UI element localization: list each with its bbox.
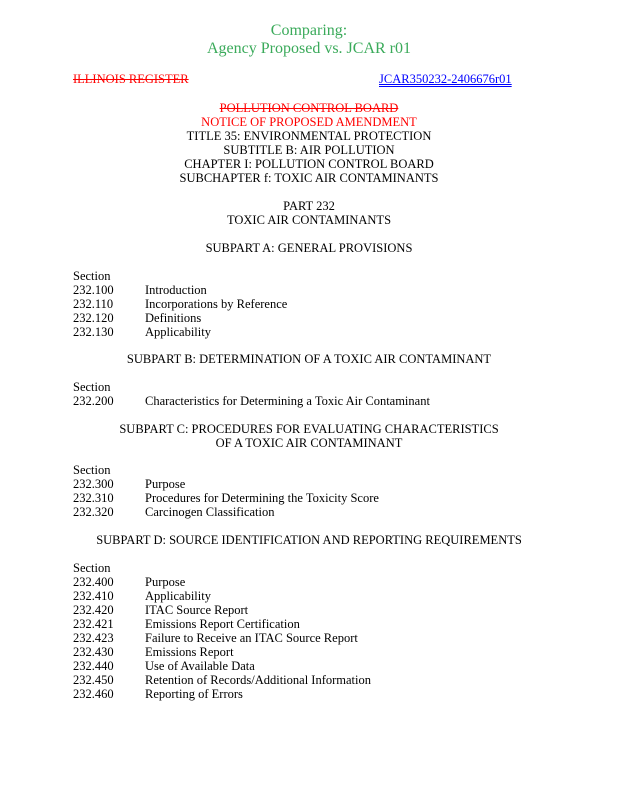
subpart-a-toc <box>73 269 287 339</box>
part-heading: PART 232 <box>283 199 335 213</box>
section-label: Section <box>73 463 111 477</box>
section-label: Section <box>73 269 111 283</box>
section-title: Purpose <box>145 575 186 589</box>
subpart-d-toc <box>73 561 371 701</box>
toc-row[interactable] <box>73 477 379 491</box>
board-deleted: POLLUTION CONTROL BOARD <box>219 101 399 115</box>
subpart-c-title: SUBPART C: PROCEDURES FOR EVALUATING CHARACTERISTICS <box>119 422 499 436</box>
section-title: Emissions Report Certification <box>145 617 300 631</box>
section-number: 232.430 <box>73 645 114 659</box>
toc-row[interactable] <box>73 505 379 519</box>
notice-inserted: NOTICE OF PROPOSED AMENDMENT <box>201 115 417 129</box>
section-number: 232.100 <box>73 283 114 297</box>
part-title: TOXIC AIR CONTAMINANTS <box>226 213 392 227</box>
chapter-heading: CHAPTER I: POLLUTION CONTROL BOARD <box>184 157 434 171</box>
header-left-deleted: ILLINOIS REGISTER <box>73 72 189 86</box>
section-number: 232.200 <box>73 394 114 408</box>
section-number: 232.300 <box>73 477 114 491</box>
subpart-c-title-line2: OF A TOXIC AIR CONTAMINANT <box>215 436 403 450</box>
section-title: Procedures for Determining the Toxicity Score <box>145 491 379 505</box>
section-number: 232.120 <box>73 311 114 325</box>
section-number: 232.421 <box>73 617 114 631</box>
subpart-c-toc <box>73 463 379 519</box>
section-title: Emissions Report <box>145 645 234 659</box>
section-title: ITAC Source Report <box>145 603 249 617</box>
section-title: Characteristics for Determining a Toxic Air Contaminant <box>145 394 430 408</box>
section-title: Carcinogen Classification <box>145 505 275 519</box>
subchapter-heading: SUBCHAPTER f: TOXIC AIR CONTAMINANTS <box>179 171 439 185</box>
header-right-inserted: JCAR350232-2406676r01 <box>379 72 512 86</box>
toc-row[interactable] <box>73 659 371 673</box>
section-title: Reporting of Errors <box>145 687 243 701</box>
section-number: 232.400 <box>73 575 114 589</box>
comparing-label: Comparing: <box>270 22 348 39</box>
section-number: 232.460 <box>73 687 114 701</box>
toc-row[interactable] <box>73 673 371 687</box>
subpart-d-title: SUBPART D: SOURCE IDENTIFICATION AND REPORTING REQUIREMENTS <box>96 533 522 547</box>
section-number: 232.310 <box>73 491 114 505</box>
section-title: Definitions <box>145 311 202 325</box>
section-number: 232.110 <box>73 297 114 311</box>
comparison-title: Agency Proposed vs. JCAR r01 <box>207 40 411 57</box>
toc-row[interactable] <box>73 589 371 603</box>
toc-row[interactable] <box>73 325 287 339</box>
title-heading: TITLE 35: ENVIRONMENTAL PROTECTION <box>186 129 432 143</box>
subtitle-heading: SUBTITLE B: AIR POLLUTION <box>223 143 395 157</box>
section-title: Incorporations by Reference <box>145 297 288 311</box>
toc-row[interactable] <box>73 603 371 617</box>
section-number: 232.423 <box>73 631 114 645</box>
subpart-b-title: SUBPART B: DETERMINATION OF A TOXIC AIR CONTAMINANT <box>126 352 492 366</box>
section-number: 232.440 <box>73 659 114 673</box>
subpart-b-toc <box>73 380 430 408</box>
section-number: 232.450 <box>73 673 114 687</box>
section-title: Applicability <box>145 325 211 339</box>
section-title: Applicability <box>145 589 211 603</box>
section-number: 232.320 <box>73 505 114 519</box>
toc-row[interactable] <box>73 283 287 297</box>
section-title: Purpose <box>145 477 186 491</box>
section-label: Section <box>73 561 111 575</box>
section-title: Retention of Records/Additional Information <box>145 673 371 687</box>
section-title: Failure to Receive an ITAC Source Report <box>145 631 358 645</box>
toc-row[interactable] <box>73 631 371 645</box>
toc-row[interactable] <box>73 491 379 505</box>
section-number: 232.410 <box>73 589 114 603</box>
toc-row[interactable] <box>73 575 371 589</box>
toc-row[interactable] <box>73 311 287 325</box>
section-title: Use of Available Data <box>145 659 255 673</box>
section-number: 232.130 <box>73 325 114 339</box>
toc-row[interactable] <box>73 394 430 408</box>
section-label: Section <box>73 380 111 394</box>
section-number: 232.420 <box>73 603 114 617</box>
toc-row[interactable] <box>73 645 371 659</box>
toc-row[interactable] <box>73 617 371 631</box>
toc-row[interactable] <box>73 297 287 311</box>
toc-row[interactable] <box>73 687 371 701</box>
subpart-a-title: SUBPART A: GENERAL PROVISIONS <box>205 241 413 255</box>
section-title: Introduction <box>145 283 207 297</box>
